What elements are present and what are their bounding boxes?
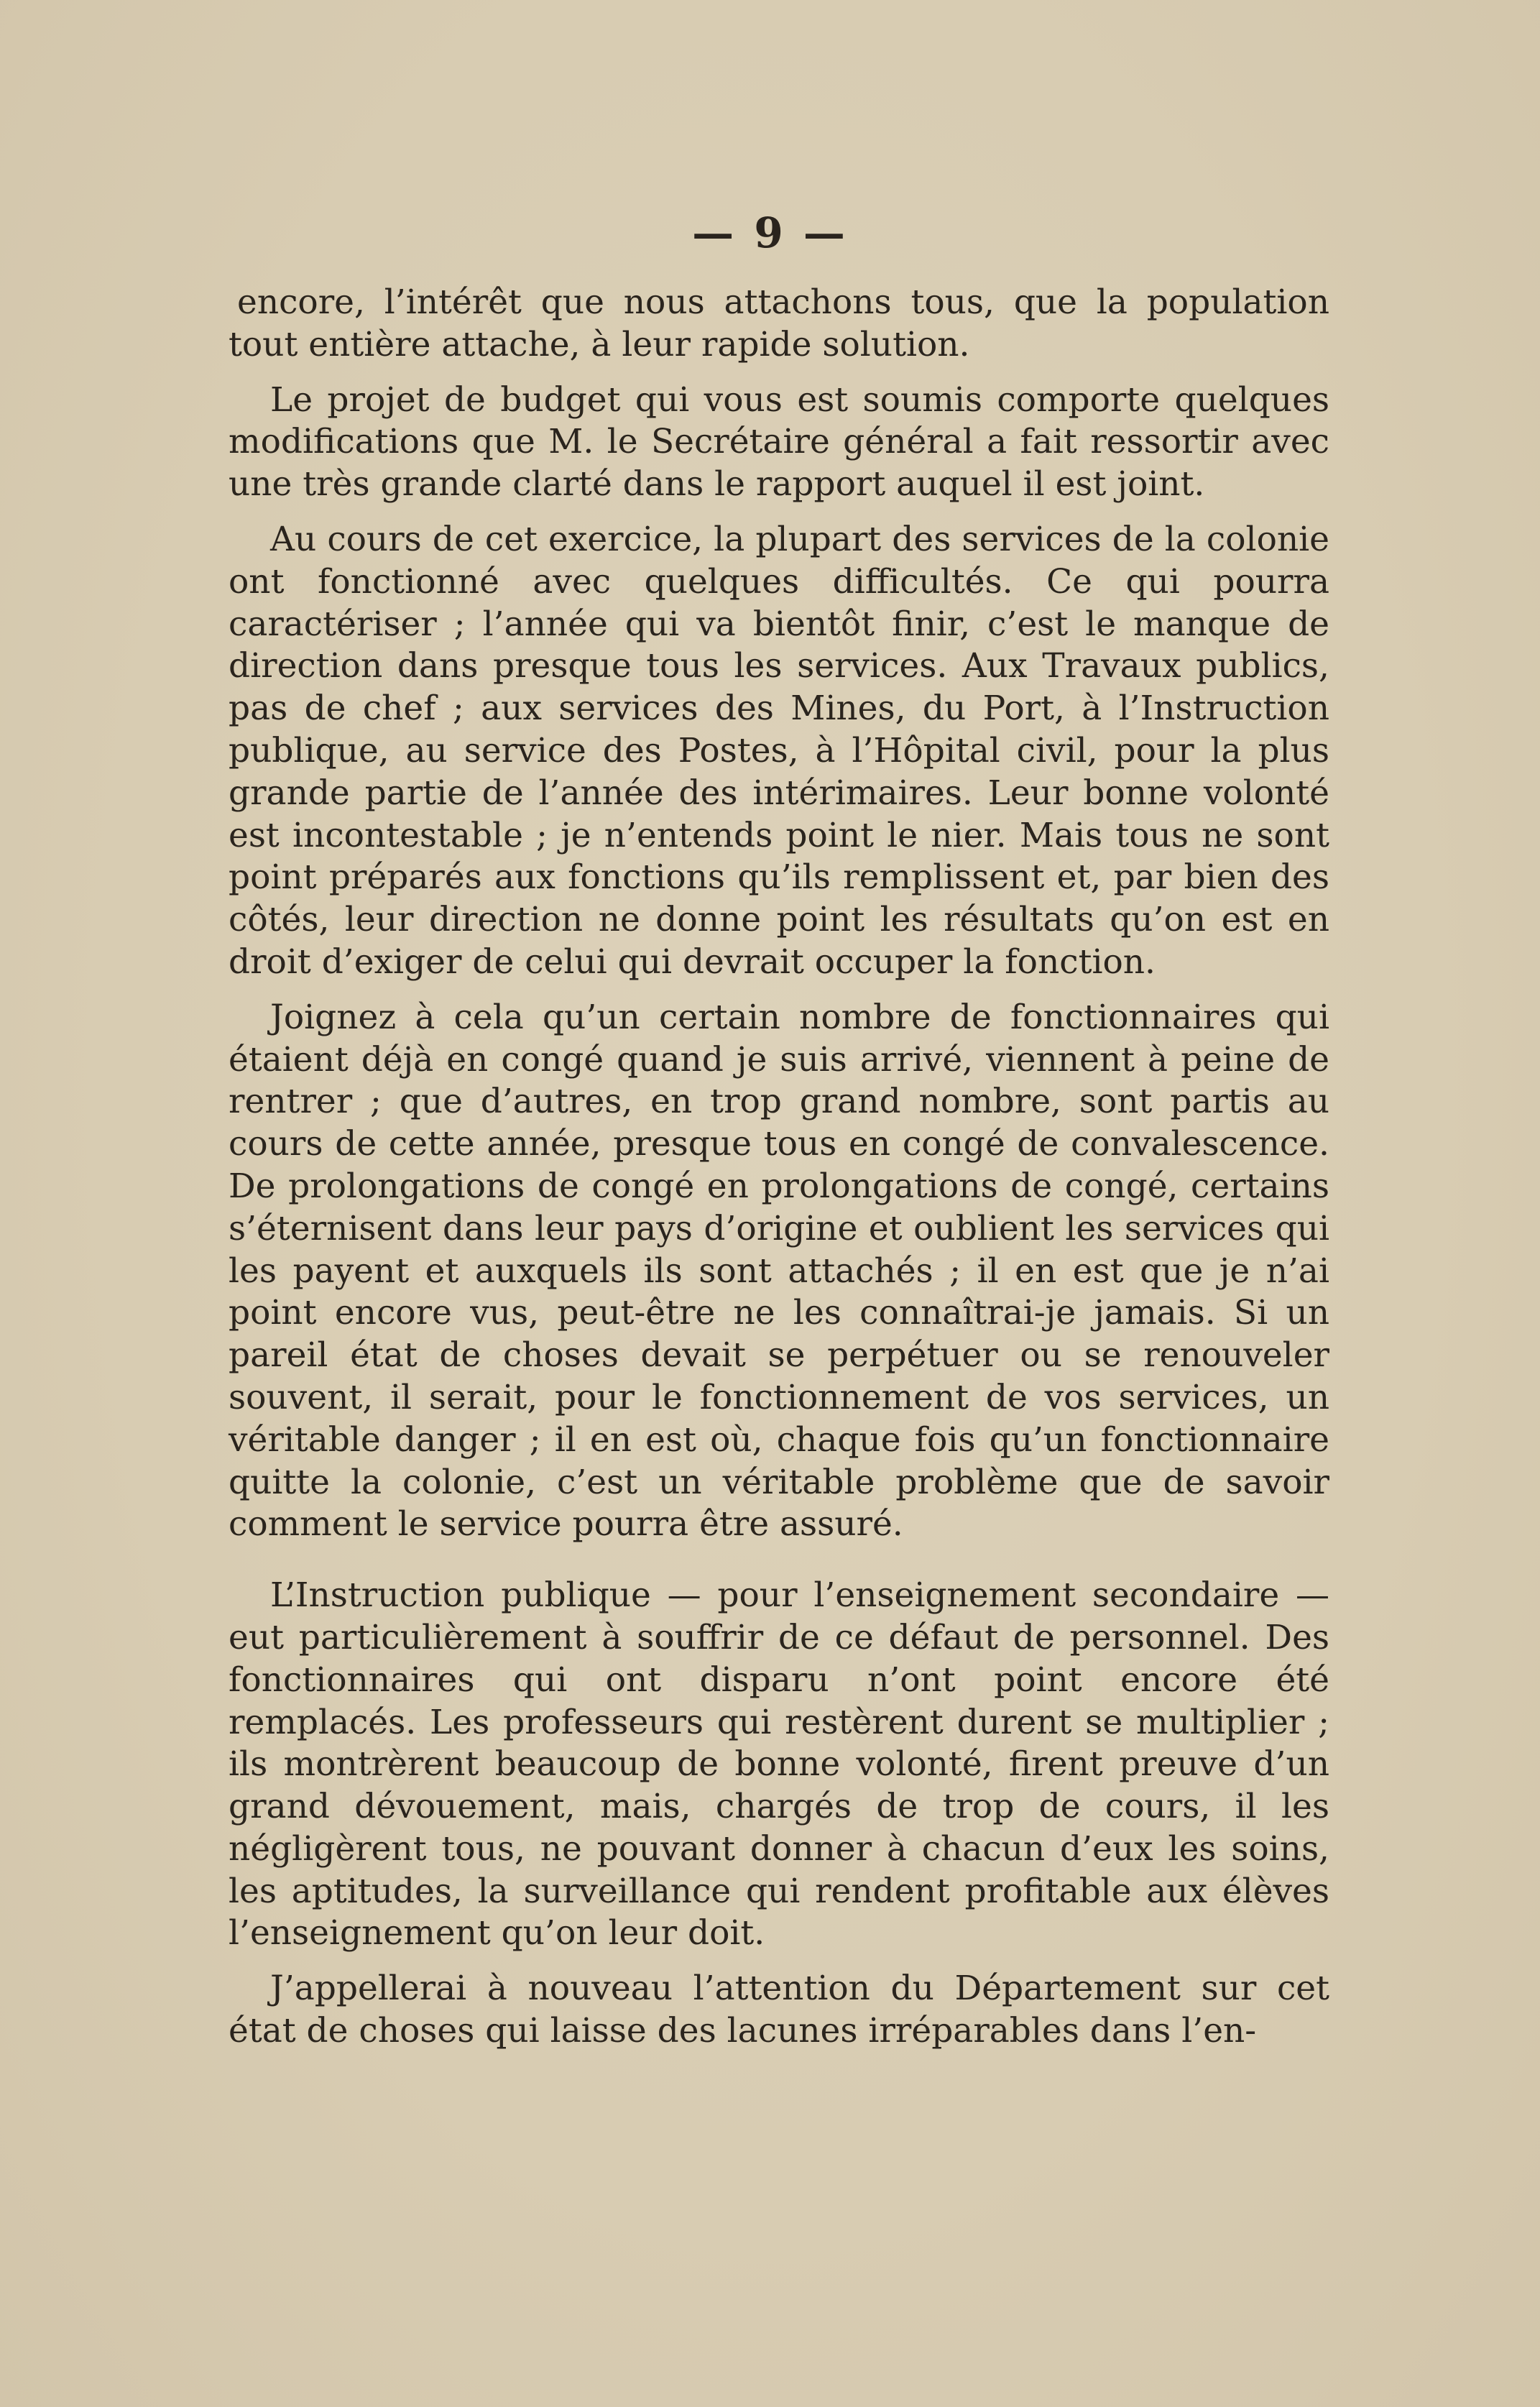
paragraph-2: Le projet de budget qui vous est soumis comporte quelques modifications que M. le Secrétaire général a fait ressortir avec une très grande clarté dans le rapport auquel il est joint. [229, 379, 1329, 505]
paragraph-5: L’Instruction publique — pour l’enseignement secondaire — eut particulièrement à souffrir de ce défaut de personnel. Des fonctionnaires qui ont disparu n’ont point encore été remplacés. Les professeurs qui restèrent durent se multiplier ; ils montrèrent beaucoup de bonne volonté, firent preuve d’un grand dévouement, mais, chargés de trop de cours, il les négligèrent tous, ne pouvant donner à chacun d’eux les soins, les aptitudes, la surveillance qui rendent profitable aux élèves l’enseignement qu’on leur doit. [229, 1575, 1329, 1953]
page-number: — 9 — [692, 208, 848, 257]
paragraph-6: J’appellerai à nouveau l’attention du Département sur cet état de choses qui laisse des lacunes irréparables dans l’en- [229, 1969, 1329, 2051]
paragraph-1: encore, l’intérêt que nous attachons tous, que la population tout entière attache, à leur rapide solution. [229, 282, 1329, 364]
paragraph-4: Joignez à cela qu’un certain nombre de fonctionnaires qui étaient déjà en congé quand je suis arrivé, viennent à peine de rentrer ; que d’autres, en trop grand nombre, sont partis au cours de cette année, presque tous en congé de convalescence. De prolongations de congé en prolongations de congé, certains s’éternisent dans leur pays d’origine et oublient les services qui les payent et auxquels ils sont attachés ; il en est que je n’ai point encore vus, peut-être ne les connaîtrai-je jamais. Si un pareil état de choses devait se perpétuer ou se renouveler souvent, il serait, pour le fonctionnement de vos services, un véritable danger ; il en est où, chaque fois qu’un fonctionnaire quitte la colonie, c’est un véritable problème que de savoir comment le service pourra être assuré. [229, 997, 1329, 1545]
body-text [229, 282, 1329, 2053]
paragraph-3: Au cours de cet exercice, la plupart des services de la colonie ont fonctionné avec quelques difficultés. Ce qui pourra caractériser ; l’année qui va bientôt finir, c’est le manque de direction dans presque tous les services. Aux Travaux publics, pas de chef ; aux services des Mines, du Port, à l’Instruction publique, au service des Postes, à l’Hôpital civil, pour la plus grande partie de l’année des intérimaires. Leur bonne volonté est incontestable ; je n’entends point le nier. Mais tous ne sont point préparés aux fonctions qu’ils remplissent et, par bien des côtés, leur direction ne donne point les résultats qu’on est en droit d’exiger de celui qui devrait occuper la fonction. [229, 519, 1329, 982]
